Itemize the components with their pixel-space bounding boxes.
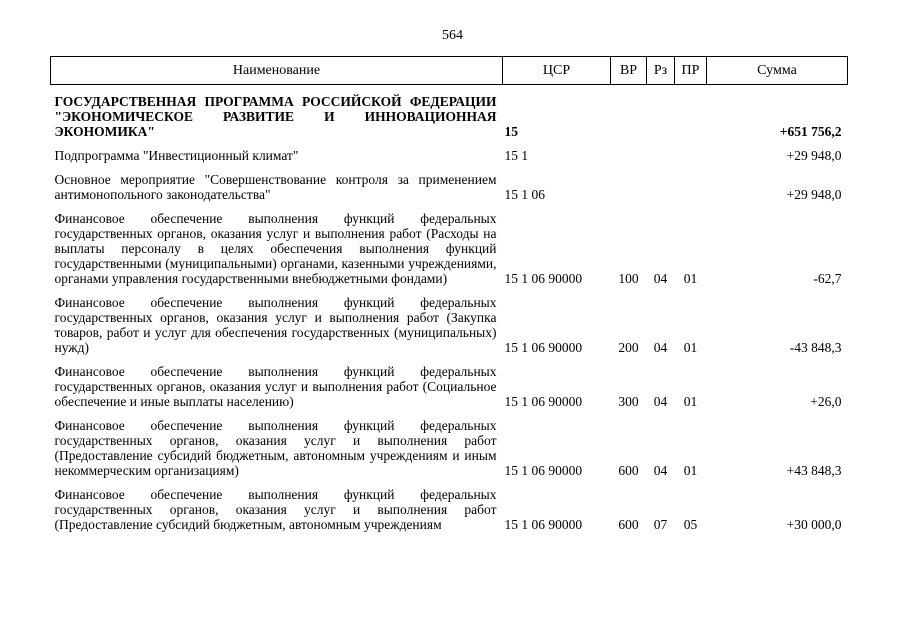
row-csr: 15 bbox=[504, 124, 518, 139]
row-name: Финансовое обеспечение выполнения функций федеральных государственных органов, оказания услуг и выполнения работ (Предоставление субсидий бюджетным, автономным учреждениям и иным некоммерческим организациям) bbox=[54, 418, 497, 478]
row-rz: 04 bbox=[653, 271, 668, 286]
row-sum: +29 948,0 bbox=[786, 187, 842, 202]
row-name: Финансовое обеспечение выполнения функций федеральных государственных органов, оказания услуг и выполнения работ (Предоставление субсидий бюджетным, автономным учреждениям bbox=[54, 487, 497, 532]
row-vr bbox=[611, 172, 647, 202]
table-row bbox=[51, 487, 848, 532]
row-rz: 07 bbox=[653, 517, 668, 532]
row-pr: 01 bbox=[683, 463, 698, 478]
header-rz: Рз bbox=[647, 57, 675, 85]
header-sum: Сумма bbox=[707, 57, 848, 85]
row-vr: 300 bbox=[618, 394, 639, 409]
header-csr: ЦСР bbox=[503, 57, 611, 85]
row-rz bbox=[647, 148, 675, 163]
row-rz: 04 bbox=[653, 463, 668, 478]
row-sum: +651 756,2 bbox=[779, 124, 842, 139]
row-vr: 200 bbox=[618, 340, 639, 355]
table-body bbox=[51, 85, 848, 533]
row-name: Финансовое обеспечение выполнения функций федеральных государственных органов, оказания услуг и выполнения работ (Расходы на выплаты персоналу в целях обеспечения выполнения функций государственными (муниципальными) органами, казенными учреждениями, органами управления государственными внебюджетными фондами) bbox=[54, 211, 497, 286]
header-name: Наименование bbox=[51, 57, 503, 85]
row-pr: 01 bbox=[683, 394, 698, 409]
table-row bbox=[51, 148, 848, 163]
table-row bbox=[51, 295, 848, 355]
table-row bbox=[51, 418, 848, 478]
row-csr: 15 1 06 bbox=[504, 187, 545, 202]
row-vr bbox=[611, 94, 647, 139]
table-row bbox=[51, 172, 848, 202]
row-vr: 600 bbox=[618, 517, 639, 532]
table-row bbox=[51, 211, 848, 286]
row-csr: 15 1 06 90000 bbox=[504, 394, 583, 409]
table-row bbox=[51, 94, 848, 139]
row-rz: 04 bbox=[653, 394, 668, 409]
row-rz bbox=[647, 94, 675, 139]
header-pr: ПР bbox=[675, 57, 707, 85]
row-sum: +43 848,3 bbox=[786, 463, 842, 478]
row-csr: 15 1 06 90000 bbox=[504, 271, 583, 286]
row-sum: +29 948,0 bbox=[786, 148, 842, 163]
row-name: Подпрограмма "Инвестиционный климат" bbox=[54, 148, 299, 163]
budget-table bbox=[50, 56, 848, 532]
row-pr bbox=[675, 172, 707, 202]
row-csr: 15 1 06 90000 bbox=[504, 340, 583, 355]
row-pr: 01 bbox=[683, 340, 698, 355]
row-pr bbox=[675, 148, 707, 163]
row-sum: +26,0 bbox=[810, 394, 842, 409]
table-row bbox=[51, 364, 848, 409]
row-sum: -62,7 bbox=[813, 271, 842, 286]
page-number: 564 bbox=[442, 28, 463, 43]
row-pr: 05 bbox=[683, 517, 698, 532]
row-rz: 04 bbox=[653, 340, 668, 355]
row-vr: 100 bbox=[618, 271, 639, 286]
row-csr: 15 1 bbox=[504, 148, 529, 163]
row-csr: 15 1 06 90000 bbox=[504, 463, 583, 478]
row-vr: 600 bbox=[618, 463, 639, 478]
row-name: Финансовое обеспечение выполнения функций федеральных государственных органов, оказания услуг и выполнения работ (Закупка товаров, работ и услуг для обеспечения государственных (муниципальных) нужд) bbox=[54, 295, 497, 355]
row-vr bbox=[611, 148, 647, 163]
row-pr: 01 bbox=[683, 271, 698, 286]
header-vr: ВР bbox=[611, 57, 647, 85]
row-csr: 15 1 06 90000 bbox=[504, 517, 583, 532]
row-sum: -43 848,3 bbox=[789, 340, 842, 355]
row-name: Основное мероприятие "Совершенствование контроля за применением антимонопольного законодательства" bbox=[54, 172, 497, 202]
row-name: Финансовое обеспечение выполнения функций федеральных государственных органов, оказания услуг и выполнения работ (Социальное обеспечение и иные выплаты населению) bbox=[54, 364, 497, 409]
row-name: ГОСУДАРСТВЕННАЯ ПРОГРАММА РОССИЙСКОЙ ФЕДЕРАЦИИ "ЭКОНОМИЧЕСКОЕ РАЗВИТИЕ И ИННОВАЦИОННАЯ ЭКОНОМИКА" bbox=[54, 94, 497, 139]
row-sum: +30 000,0 bbox=[786, 517, 842, 532]
row-pr bbox=[675, 94, 707, 139]
row-rz bbox=[647, 172, 675, 202]
table-header bbox=[51, 57, 848, 85]
